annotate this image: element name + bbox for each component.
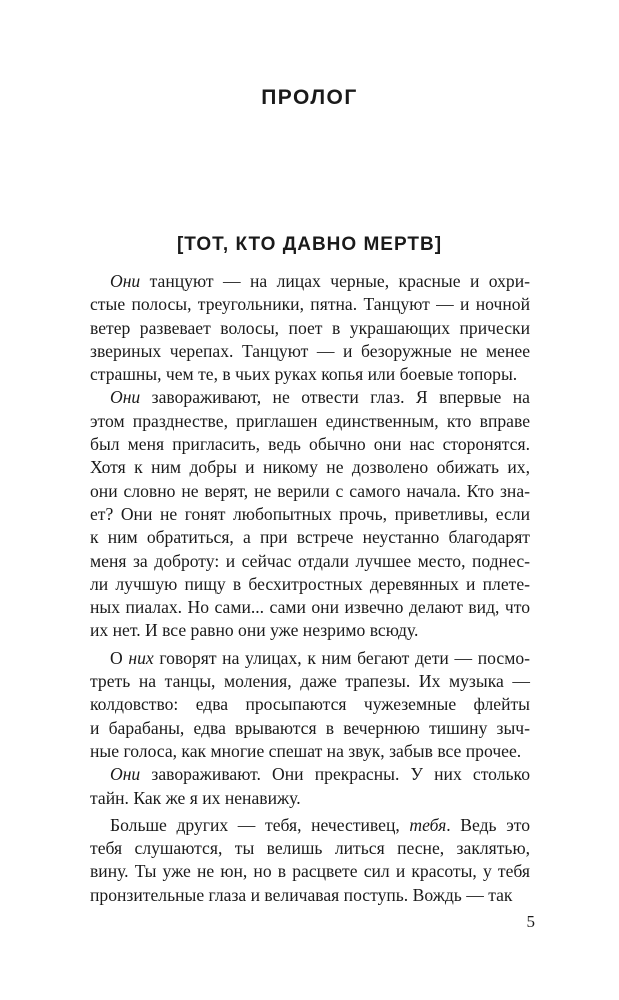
paragraph [90, 270, 530, 386]
text-line: Больше других — тебя, нечестивец, тебя. Ведь это [110, 814, 530, 835]
text-line: О них говорят на улицах, к ним бегают дети — посмо- [110, 647, 530, 668]
text-line: ные голоса, как многие спешат на звук, забыв все прочее. [90, 740, 522, 761]
text-line: Они завораживают, не отвести глаз. Я впервые на [110, 387, 530, 408]
text-line: Они танцуют — на лицах черные, красные и охри- [110, 271, 530, 291]
text-line: их нет. И все равно они уже незримо всюду. [90, 620, 419, 641]
text-line: был меня пригласить, ведь обычно они нас сторонятся. [90, 434, 530, 455]
italic-word: Они [110, 271, 141, 291]
text-line: ветер развевает волосы, поет в украшающих прически [90, 317, 530, 338]
body-text [90, 270, 530, 907]
text-line: этом празднестве, приглашен единственным, кто вправе [90, 410, 530, 431]
text-line: тебя слушаются, ты велишь литься песне, заклятью, [90, 838, 530, 859]
text-line: ных пиалах. Но сами... сами они извечно делают вид, что [90, 597, 530, 618]
paragraph [90, 386, 530, 642]
paragraph [90, 763, 530, 810]
text-line: к ним обратиться, а при встрече неустанно благодарят [90, 527, 530, 548]
text-line: звериных черепах. Танцуют — и безоружные не менее [90, 340, 530, 361]
italic-word: них [128, 647, 154, 668]
text-line: колдовство: едва просыпаются чужеземные флейты [90, 694, 530, 715]
paragraph [90, 814, 530, 907]
text-line: они словно не верят, не верили с самого начала. Кто зна- [90, 480, 530, 501]
text-line: тайн. Как же я их ненавижу. [90, 787, 301, 808]
italic-word: Они [110, 387, 141, 408]
text-line: Они завораживают. Они прекрасны. У них столько [110, 764, 530, 785]
text-line: меня за доброту: и сейчас отдали лучшее место, поднес- [90, 550, 530, 571]
italic-word: тебя [409, 814, 447, 835]
italic-word: Они [110, 764, 141, 785]
page-number: 5 [526, 912, 535, 931]
text-line: стые полосы, треугольники, пятна. Танцуют — и ночной [90, 294, 530, 315]
text-line: страшны, чем те, в чьих руках копья или боевые топоры. [90, 364, 518, 385]
text-line: ли лучшую пищу в бесхитростных деревянных и плете- [90, 573, 530, 594]
section-title: [ТОТ, КТО ДАВНО МЕРТВ] [176, 234, 443, 255]
chapter-title: ПРОЛОГ [261, 86, 358, 109]
text-line: и барабаны, едва врываются в вечернюю тишину зыч- [90, 717, 530, 738]
paragraph [90, 647, 530, 763]
text-line: треть на танцы, моления, даже трапезы. Их музыка — [90, 671, 530, 692]
text-line: пронзительные глаза и величавая поступь. Вождь — так [90, 884, 513, 905]
text-line: вину. Ты уже не юн, но в расцвете сил и красоты, у тебя [90, 861, 530, 882]
text-line: ет? Они не гонят любопытных прочь, приветливы, если [90, 503, 530, 524]
text-line: Хотя к ним добры и никому не дозволено обижать их, [90, 457, 530, 478]
